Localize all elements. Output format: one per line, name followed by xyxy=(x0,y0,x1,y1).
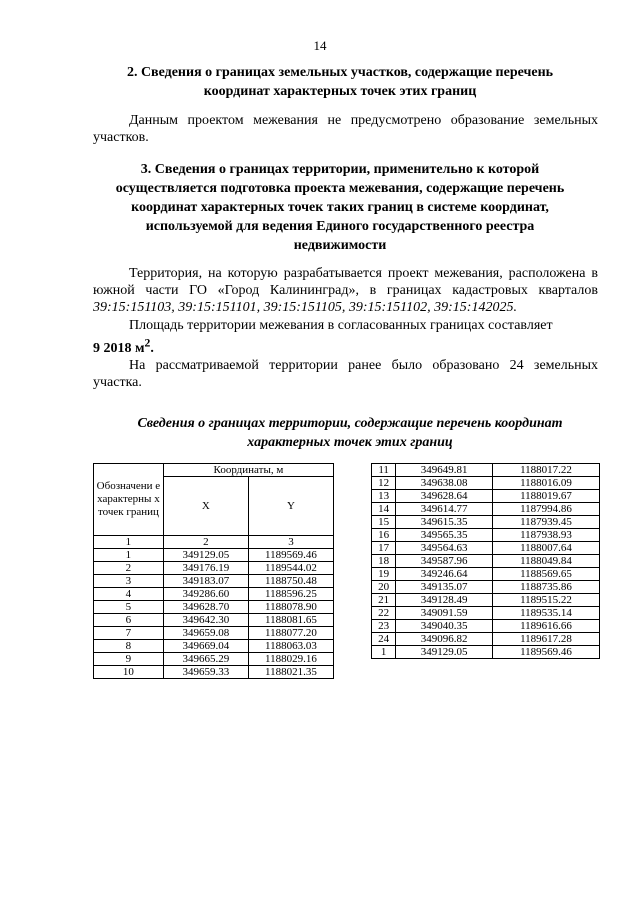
y-coordinate-cell: 1188077.20 xyxy=(248,627,333,640)
header-coordinates: Координаты, м xyxy=(163,464,333,477)
table-row xyxy=(372,516,600,529)
y-coordinate-cell: 1189569.46 xyxy=(492,646,599,659)
point-number-cell: 15 xyxy=(372,516,396,529)
x-coordinate-cell: 349091.59 xyxy=(396,607,493,620)
x-coordinate-cell: 349615.35 xyxy=(396,516,493,529)
table-row xyxy=(94,549,334,562)
section2-paragraph-text: Данным проектом межевания не предусмотрено образование земельных участков. xyxy=(93,113,598,145)
table-row xyxy=(372,542,600,555)
y-coordinate-cell: 1188007.64 xyxy=(492,542,599,555)
x-coordinate-cell: 349135.07 xyxy=(396,581,493,594)
point-number-cell: 14 xyxy=(372,503,396,516)
table-row xyxy=(372,568,600,581)
table-row xyxy=(372,581,600,594)
table-row xyxy=(372,646,600,659)
coordinates-table-left xyxy=(93,463,334,679)
page-number: 14 xyxy=(313,38,327,53)
y-coordinate-cell: 1189569.46 xyxy=(248,549,333,562)
point-number-cell: 6 xyxy=(94,614,164,627)
point-number-cell: 1 xyxy=(94,549,164,562)
y-coordinate-cell: 1188078.90 xyxy=(248,601,333,614)
table-row xyxy=(94,666,334,679)
point-number-cell: 17 xyxy=(372,542,396,555)
x-coordinate-cell: 349649.81 xyxy=(396,464,493,477)
table-row xyxy=(94,614,334,627)
section3-heading-line: координат характерных точек таких границ в системе координат, xyxy=(131,200,549,215)
x-coordinate-cell: 349564.63 xyxy=(396,542,493,555)
point-number-cell: 8 xyxy=(94,640,164,653)
section3-paragraph3-text: На рассматриваемой территории ранее было образовано 24 земельных участка. xyxy=(93,358,598,390)
table-row xyxy=(372,555,600,568)
table-row xyxy=(372,464,600,477)
y-coordinate-cell: 1187939.45 xyxy=(492,516,599,529)
x-coordinate-cell: 349628.70 xyxy=(163,601,248,614)
section3-paragraph2-text: Площадь территории межевания в согласованных границах составляет xyxy=(129,318,553,333)
point-number-cell: 16 xyxy=(372,529,396,542)
point-number-cell: 24 xyxy=(372,633,396,646)
x-coordinate-cell: 349587.96 xyxy=(396,555,493,568)
y-coordinate-cell: 1188016.09 xyxy=(492,477,599,490)
y-coordinate-cell: 1188029.16 xyxy=(248,653,333,666)
y-coordinate-cell: 1188081.65 xyxy=(248,614,333,627)
section2-heading-line1: 2. Сведения о границах земельных участков, содержащие перечень xyxy=(126,65,554,80)
x-coordinate-cell: 349565.35 xyxy=(396,529,493,542)
section3-paragraph1 xyxy=(93,265,598,316)
point-number-cell: 7 xyxy=(94,627,164,640)
col-num: 3 xyxy=(248,536,333,549)
y-coordinate-cell: 1188049.84 xyxy=(492,555,599,568)
point-number-cell: 10 xyxy=(94,666,164,679)
point-number-cell: 13 xyxy=(372,490,396,503)
x-coordinate-cell: 349638.08 xyxy=(396,477,493,490)
point-number-cell: 2 xyxy=(94,562,164,575)
table-row xyxy=(372,529,600,542)
table-caption-line1: Сведения о границах территории, содержащие перечень координат xyxy=(137,416,563,431)
col-num: 2 xyxy=(163,536,248,549)
y-coordinate-cell: 1188017.22 xyxy=(492,464,599,477)
table-row xyxy=(372,633,600,646)
table-row xyxy=(94,627,334,640)
section3-heading-line: осуществляется подготовка проекта межевания, содержащие перечень xyxy=(115,181,565,196)
point-number-cell: 20 xyxy=(372,581,396,594)
x-coordinate-cell: 349129.05 xyxy=(396,646,493,659)
x-coordinate-cell: 349183.07 xyxy=(163,575,248,588)
point-number-cell: 1 xyxy=(372,646,396,659)
section3-heading-line: используемой для ведения Единого государственного реестра xyxy=(145,219,535,234)
table-row xyxy=(372,620,600,633)
point-number-cell: 21 xyxy=(372,594,396,607)
section2-heading-line2: координат характерных точек этих границ xyxy=(203,84,477,99)
x-coordinate-cell: 349659.08 xyxy=(163,627,248,640)
section3-heading-line: недвижимости xyxy=(293,238,387,253)
point-number-cell: 22 xyxy=(372,607,396,620)
point-number-cell: 12 xyxy=(372,477,396,490)
x-coordinate-cell: 349129.05 xyxy=(163,549,248,562)
table-row xyxy=(94,640,334,653)
x-coordinate-cell: 349176.19 xyxy=(163,562,248,575)
section2-paragraph xyxy=(93,112,598,146)
x-coordinate-cell: 349659.33 xyxy=(163,666,248,679)
table-row xyxy=(94,588,334,601)
point-number-cell: 4 xyxy=(94,588,164,601)
table-caption-line2: характерных точек этих границ xyxy=(247,435,453,450)
point-number-cell: 5 xyxy=(94,601,164,614)
x-coordinate-cell: 349614.77 xyxy=(396,503,493,516)
area-value: 9 2018 $м^2$. xyxy=(93,336,154,356)
table-row xyxy=(372,594,600,607)
section3-heading xyxy=(80,160,600,255)
coordinates-table-right xyxy=(371,463,600,659)
y-coordinate-cell: 1189616.66 xyxy=(492,620,599,633)
header-point-designation: Обозначени е характерны х точек границ xyxy=(94,464,164,536)
section2-heading xyxy=(80,63,600,101)
y-coordinate-cell: 1189617.28 xyxy=(492,633,599,646)
point-number-cell: 9 xyxy=(94,653,164,666)
x-coordinate-cell: 349096.82 xyxy=(396,633,493,646)
y-coordinate-cell: 1188021.35 xyxy=(248,666,333,679)
point-number-cell: 3 xyxy=(94,575,164,588)
header-y: Y xyxy=(248,477,333,536)
y-coordinate-cell: 1188596.25 xyxy=(248,588,333,601)
col-num: 1 xyxy=(94,536,164,549)
header-x: X xyxy=(163,477,248,536)
y-coordinate-cell: 1189515.22 xyxy=(492,594,599,607)
x-coordinate-cell: 349665.29 xyxy=(163,653,248,666)
section3-paragraph1-text: Территория, на которую разрабатывается проект межевания, расположена в южной части ГО «Город Калининград», в границах кадастровых кварталов xyxy=(93,266,598,298)
section3-paragraph3 xyxy=(93,357,598,391)
point-number-cell: 19 xyxy=(372,568,396,581)
table-row xyxy=(372,477,600,490)
point-number-cell: 11 xyxy=(372,464,396,477)
y-coordinate-cell: 1189535.14 xyxy=(492,607,599,620)
y-coordinate-cell: 1189544.02 xyxy=(248,562,333,575)
x-coordinate-cell: 349128.49 xyxy=(396,594,493,607)
section3-paragraph2 xyxy=(93,317,598,357)
x-coordinate-cell: 349628.64 xyxy=(396,490,493,503)
y-coordinate-cell: 1188019.67 xyxy=(492,490,599,503)
y-coordinate-cell: 1188063.03 xyxy=(248,640,333,653)
y-coordinate-cell: 1187994.86 xyxy=(492,503,599,516)
x-coordinate-cell: 349642.30 xyxy=(163,614,248,627)
y-coordinate-cell: 1188569.65 xyxy=(492,568,599,581)
table-row xyxy=(372,607,600,620)
x-coordinate-cell: 349040.35 xyxy=(396,620,493,633)
table-row xyxy=(94,562,334,575)
table-row xyxy=(94,601,334,614)
y-coordinate-cell: 1187938.93 xyxy=(492,529,599,542)
table-row xyxy=(372,490,600,503)
table-row xyxy=(94,575,334,588)
x-coordinate-cell: 349669.04 xyxy=(163,640,248,653)
x-coordinate-cell: 349286.60 xyxy=(163,588,248,601)
point-number-cell: 18 xyxy=(372,555,396,568)
y-coordinate-cell: 1188735.86 xyxy=(492,581,599,594)
y-coordinate-cell: 1188750.48 xyxy=(248,575,333,588)
table-caption xyxy=(100,414,600,452)
point-number-cell: 23 xyxy=(372,620,396,633)
cadastral-quarters: 39:15:151103, 39:15:151101, 39:15:151105, 39:15:151102, 39:15:142025. xyxy=(93,300,517,315)
section3-heading-line: 3. Сведения о границах территории, применительно к которой xyxy=(140,162,540,177)
table-row xyxy=(372,503,600,516)
x-coordinate-cell: 349246.64 xyxy=(396,568,493,581)
table-row xyxy=(94,653,334,666)
